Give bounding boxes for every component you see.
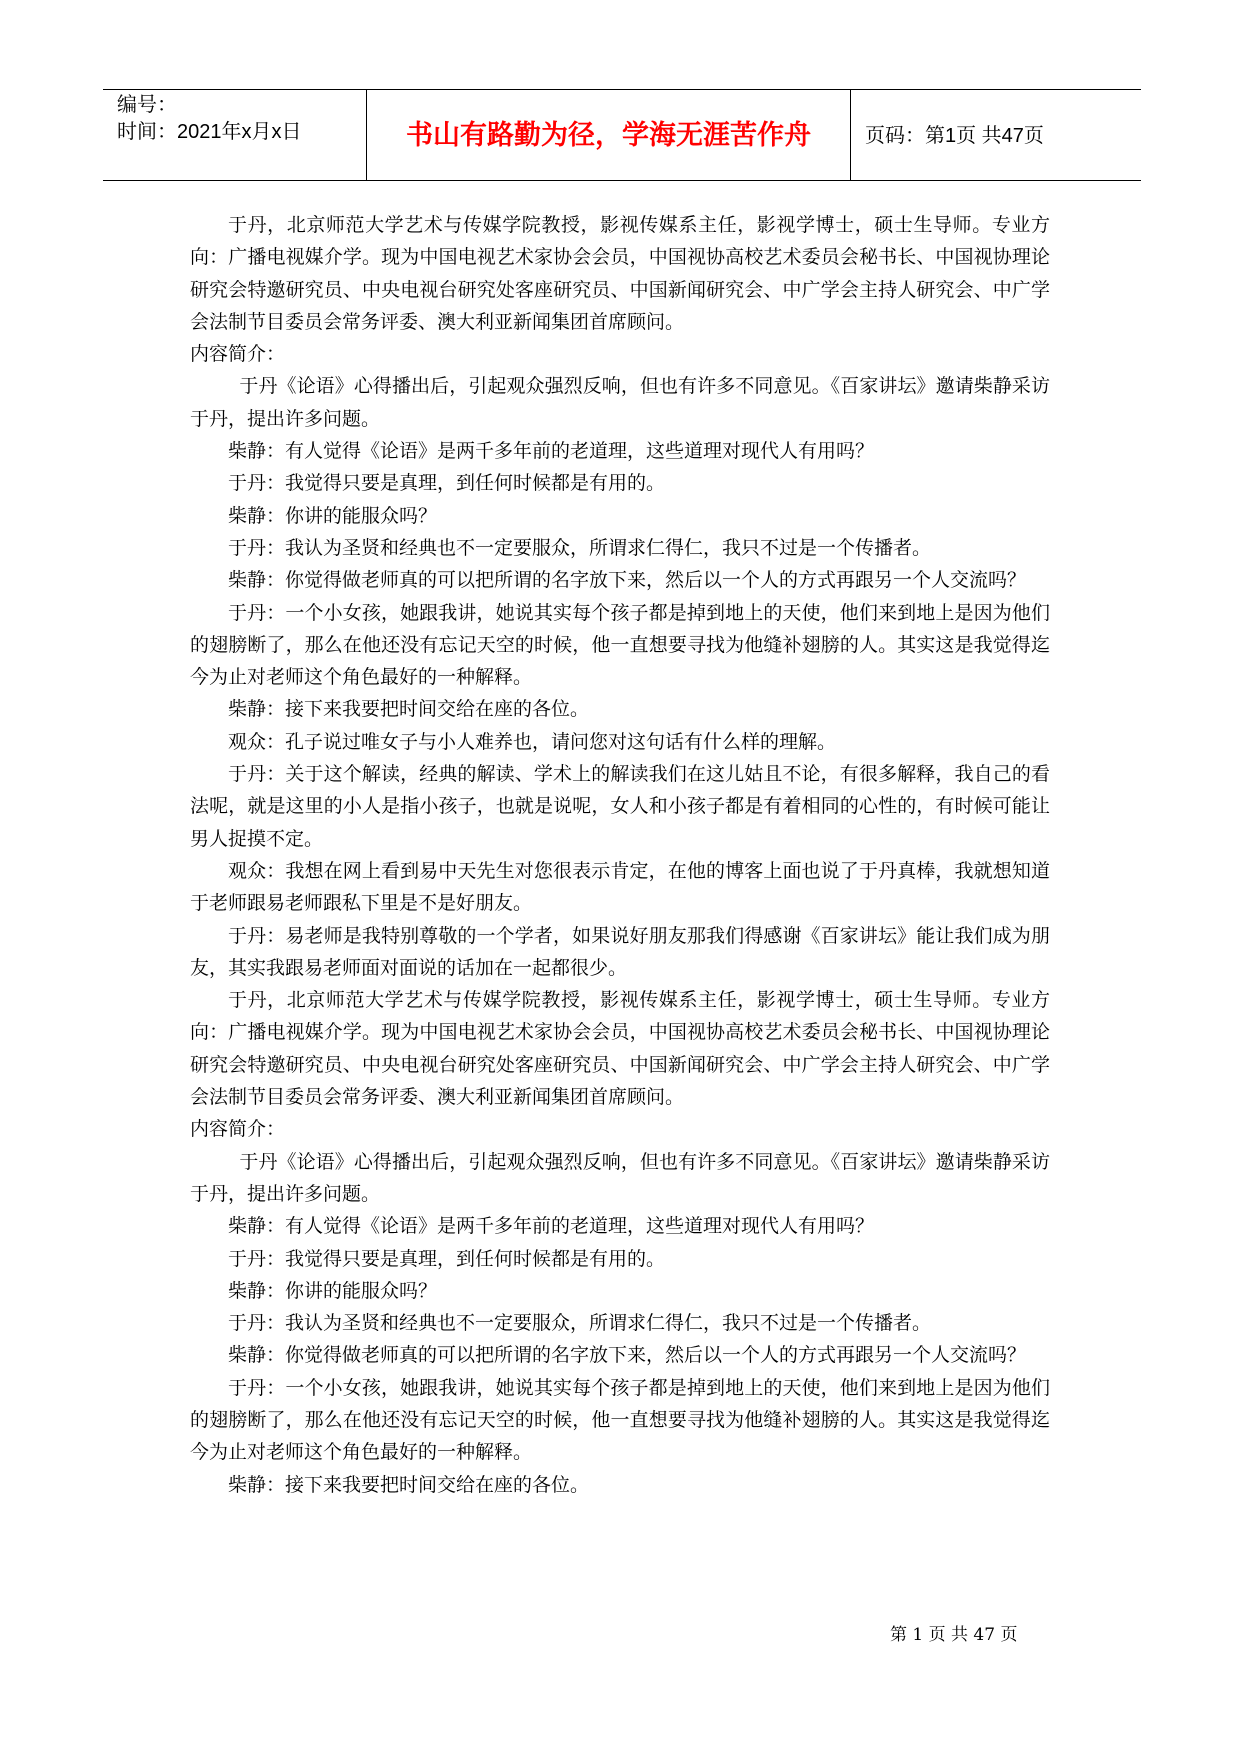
body-paragraph: 柴静：你觉得做老师真的可以把所谓的名字放下来，然后以一个人的方式再跟另一个人交流吗？ xyxy=(228,569,1027,592)
body-paragraph: 于丹：关于这个解读，经典的解读、学术上的解读我们在这儿姑且不论，有很多解释，我自己的看法呢，就是这里的小人是指小孩子，也就是说呢，女人和小孩子都是有着相同的心性的，有时候可能让男人捉摸不定。 xyxy=(190,763,1050,850)
body-paragraph: 于丹，北京师范大学艺术与传媒学院教授，影视传媒系主任，影视学博士，硕士生导师。专业方向：广播电视媒介学。现为中国电视艺术家协会会员，中国视协高校艺术委员会秘书长、中国视协理论研究会特邀研究员、中央电视台研究处客座研究员、中国新闻研究会、中广学会主持人研究会、中广学会法制节目委员会常务评委、澳大利亚新闻集团首席顾问。 xyxy=(190,214,1050,333)
body-paragraph: 于丹：我觉得只要是真理，到任何时候都是有用的。 xyxy=(228,472,666,495)
body-paragraph: 柴静：有人觉得《论语》是两千多年前的老道理，这些道理对现代人有用吗？ xyxy=(228,440,875,463)
body-paragraph: 内容简介： xyxy=(190,1118,286,1141)
body-paragraph: 柴静：有人觉得《论语》是两千多年前的老道理，这些道理对现代人有用吗？ xyxy=(228,1215,875,1238)
body-paragraph: 柴静：你讲的能服众吗？ xyxy=(228,1279,438,1302)
body-paragraph: 于丹：我认为圣贤和经典也不一定要服众，所谓求仁得仁，我只不过是一个传播者。 xyxy=(228,1312,932,1335)
body-paragraph: 柴静：接下来我要把时间交给在座的各位。 xyxy=(228,1473,590,1496)
body-paragraph: 柴静：接下来我要把时间交给在座的各位。 xyxy=(228,698,590,721)
body-paragraph: 观众：我想在网上看到易中天先生对您很表示肯定，在他的博客上面也说了于丹真棒，我就想知道于老师跟易老师跟私下里是不是好朋友。 xyxy=(190,859,1050,915)
body-paragraph: 于丹：易老师是我特别尊敬的一个学者，如果说好朋友那我们得感谢《百家讲坛》能让我们成为朋友，其实我跟易老师面对面说的话加在一起都很少。 xyxy=(190,924,1050,979)
body-paragraph: 柴静：你觉得做老师真的可以把所谓的名字放下来，然后以一个人的方式再跟另一个人交流吗？ xyxy=(228,1344,1027,1367)
body-paragraph: 于丹：一个小女孩，她跟我讲，她说其实每个孩子都是掉到地上的天使，他们来到地上是因为他们的翅膀断了，那么在他还没有忘记天空的时候，他一直想要寻找为他缝补翅膀的人。其实这是我觉得迄今为止对老师这个角色最好的一种解释。 xyxy=(190,1376,1050,1464)
body-paragraph: 柴静：你讲的能服众吗？ xyxy=(228,504,438,527)
document-body xyxy=(190,209,1050,1501)
header-left-cell xyxy=(103,90,367,180)
serial-number-label: 编号： xyxy=(117,94,177,116)
body-paragraph: 内容简介： xyxy=(190,343,286,366)
page-footer: 第 1 页 共 47 页 xyxy=(890,1625,1018,1645)
body-paragraph: 于丹《论语》心得播出后，引起观众强烈反响，但也有许多不同意见。《百家讲坛》邀请柴静采访于丹，提出许多问题。 xyxy=(190,1150,1050,1205)
time-label: 时间：2021年x月x日 xyxy=(117,121,302,143)
body-paragraph: 于丹：我觉得只要是真理，到任何时候都是有用的。 xyxy=(228,1247,666,1270)
body-paragraph: 于丹，北京师范大学艺术与传媒学院教授，影视传媒系主任，影视学博士，硕士生导师。专业方向：广播电视媒介学。现为中国电视艺术家协会会员，中国视协高校艺术委员会秘书长、中国视协理论研究会特邀研究员、中央电视台研究处客座研究员、中国新闻研究会、中广学会主持人研究会、中广学会法制节目委员会常务评委、澳大利亚新闻集团首席顾问。 xyxy=(190,989,1050,1109)
body-paragraph: 于丹：一个小女孩，她跟我讲，她说其实每个孩子都是掉到地上的天使，他们来到地上是因为他们的翅膀断了，那么在他还没有忘记天空的时候，他一直想要寻找为他缝补翅膀的人。其实这是我觉得迄今为止对老师这个角色最好的一种解释。 xyxy=(190,601,1050,689)
body-paragraph: 观众：孔子说过唯女子与小人难养也，请问您对这句话有什么样的理解。 xyxy=(228,730,837,753)
header-motto: 书山有路勤为径，学海无涯苦作舟 xyxy=(367,90,851,180)
page-header xyxy=(103,89,1141,181)
body-paragraph: 于丹：我认为圣贤和经典也不一定要服众，所谓求仁得仁，我只不过是一个传播者。 xyxy=(228,536,932,559)
header-page-label: 页码：第1页 共47页 xyxy=(865,125,1044,147)
body-paragraph: 于丹《论语》心得播出后，引起观众强烈反响，但也有许多不同意见。《百家讲坛》邀请柴静采访于丹，提出许多问题。 xyxy=(190,375,1050,430)
